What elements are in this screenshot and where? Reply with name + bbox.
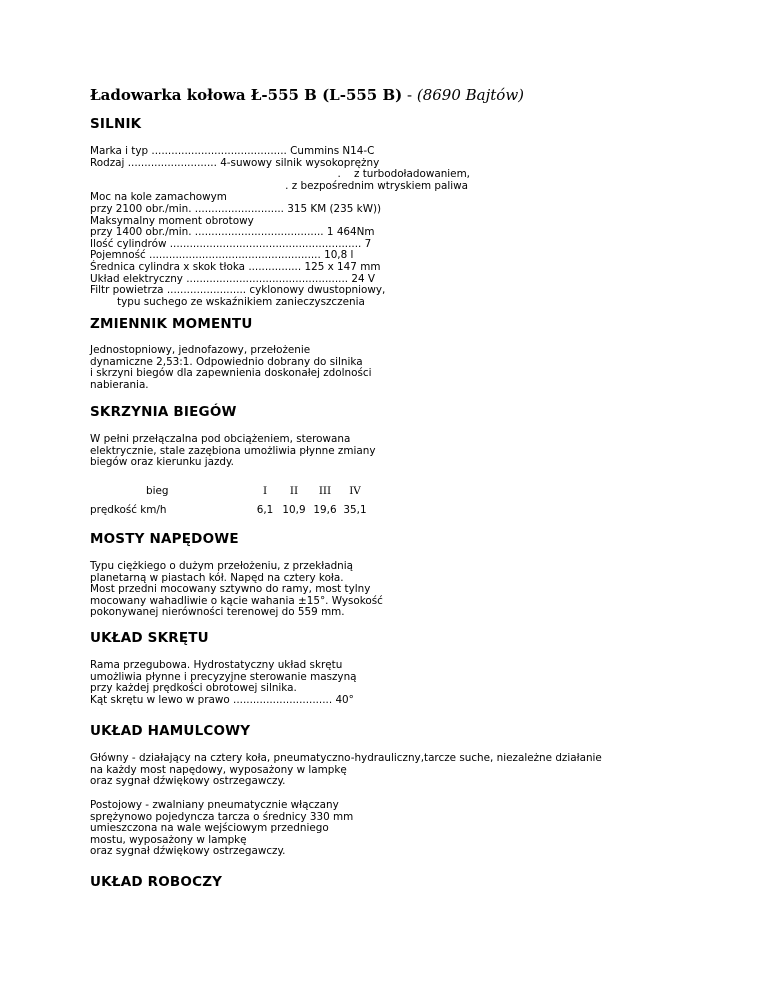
table-cell-label: prędkość km/h — [90, 504, 167, 516]
table-row — [90, 504, 370, 523]
silnik-line: przy 2100 obr./min. ........................... 315 KM (235 kW)) — [90, 203, 382, 215]
silnik-line: . z bezpośrednim wtryskiem paliwa — [285, 179, 468, 192]
silnik-line: Pojemność .................................................... 10,8 l — [90, 249, 354, 262]
silnik-line: Marka i typ ......................................... Cummins N14-C — [90, 145, 375, 157]
title-main: Ładowarka kołowa Ł-555 B (L-555 B) — [90, 86, 403, 104]
silnik-line: przy 1400 obr./min. ....................................... 1 464Nm — [90, 226, 375, 239]
hamulcowy-text-parking: Postojowy - zwalniany pneumatycznie włączany sprężynowo pojedyncza tarcza o średnicy 330 mm umieszczona na wale wejściowym przedniego mostu, wyposażony w lampkę oraz sygnał dźwiękowy ostrzegawczy. — [90, 799, 354, 858]
silnik-line: Maksymalny moment obrotowy — [90, 214, 254, 227]
heading-roboczy: UKŁAD ROBOCZY — [90, 874, 223, 890]
table-cell-gear: III — [318, 485, 332, 497]
silnik-line: . z turbodoładowaniem, — [337, 168, 470, 181]
table-row — [90, 485, 370, 504]
mosty-text: Typu ciężkiego o dużym przełożeniu, z przekładnią planetarną w piastach kół. Napęd na cztery koła. Most przedni mocowany sztywno do ramy, most tylny mocowany wahadliwie o kącie wahania ±15°. Wysokość pokonywanej nierówności terenowej do 559 mm. — [90, 560, 383, 619]
heading-skret: UKŁAD SKRĘTU — [90, 630, 209, 646]
table-cell-gear: I — [262, 485, 268, 497]
table-cell-gear: II — [289, 485, 299, 497]
heading-zmiennik: ZMIENNIK MOMENTU — [90, 316, 253, 332]
heading-hamulcowy: UKŁAD HAMULCOWY — [90, 723, 251, 739]
table-cell-label: bieg — [146, 485, 169, 497]
silnik-line: typu suchego ze wskaźnikiem zanieczyszczenia — [117, 295, 365, 308]
table-cell-speed: 19,6 — [313, 504, 337, 516]
table-cell-speed: 10,9 — [282, 504, 306, 516]
title-size: (8690 Bajtów) — [416, 86, 525, 104]
silnik-line: Ilość cylindrów .......................................................... 7 — [90, 237, 372, 250]
table-cell-speed: 35,1 — [343, 504, 367, 516]
heading-silnik: SILNIK — [90, 116, 142, 132]
heading-skrzynia: SKRZYNIA BIEGÓW — [90, 404, 237, 420]
table-cell-gear: IV — [349, 485, 361, 497]
gear-speed-table — [90, 485, 370, 523]
skret-text: Rama przegubowa. Hydrostatyczny układ skrętu umożliwia płynne i precyzyjne sterowanie maszyną przy każdej prędkości obrotowej silnika. Kąt skrętu w lewo w prawo .............................. 40° — [90, 659, 357, 706]
hamulcowy-text-main: Główny - działający na cztery koła, pneumatyczno-hydrauliczny,tarcze suche, niezależne działanie na każdy most napędowy, wyposażony w lampkę oraz sygnał dźwiękowy ostrzegawczy. — [90, 752, 602, 788]
heading-mosty: MOSTY NAPĘDOWE — [90, 531, 239, 547]
zmiennik-text: Jednostopniowy, jednofazowy, przełożenie dynamiczne 2,53:1. Odpowiednio dobrany do silnika i skrzyni biegów dla zapewnienia doskonałej zdolności nabierania. — [90, 344, 372, 391]
skrzynia-text: W pełni przełączalna pod obciążeniem, sterowana elektrycznie, stale zazębiona umożliwia płynne zmiany biegów oraz kierunku jazdy. — [90, 433, 376, 469]
title-separator: - — [402, 86, 417, 104]
silnik-line: Filtr powietrza ........................ cyklonowy dwustopniowy, — [90, 284, 386, 297]
silnik-line: Rodzaj ........................... 4-suwowy silnik wysokoprężny — [90, 156, 380, 169]
table-cell-speed: 6,1 — [256, 504, 274, 516]
silnik-line: Średnica cylindra x skok tłoka ................ 125 x 147 mm — [90, 261, 381, 273]
silnik-line: Układ elektryczny ................................................. 24 V — [90, 272, 376, 285]
page-title — [90, 86, 524, 104]
silnik-line: Moc na kole zamachowym — [90, 191, 227, 204]
